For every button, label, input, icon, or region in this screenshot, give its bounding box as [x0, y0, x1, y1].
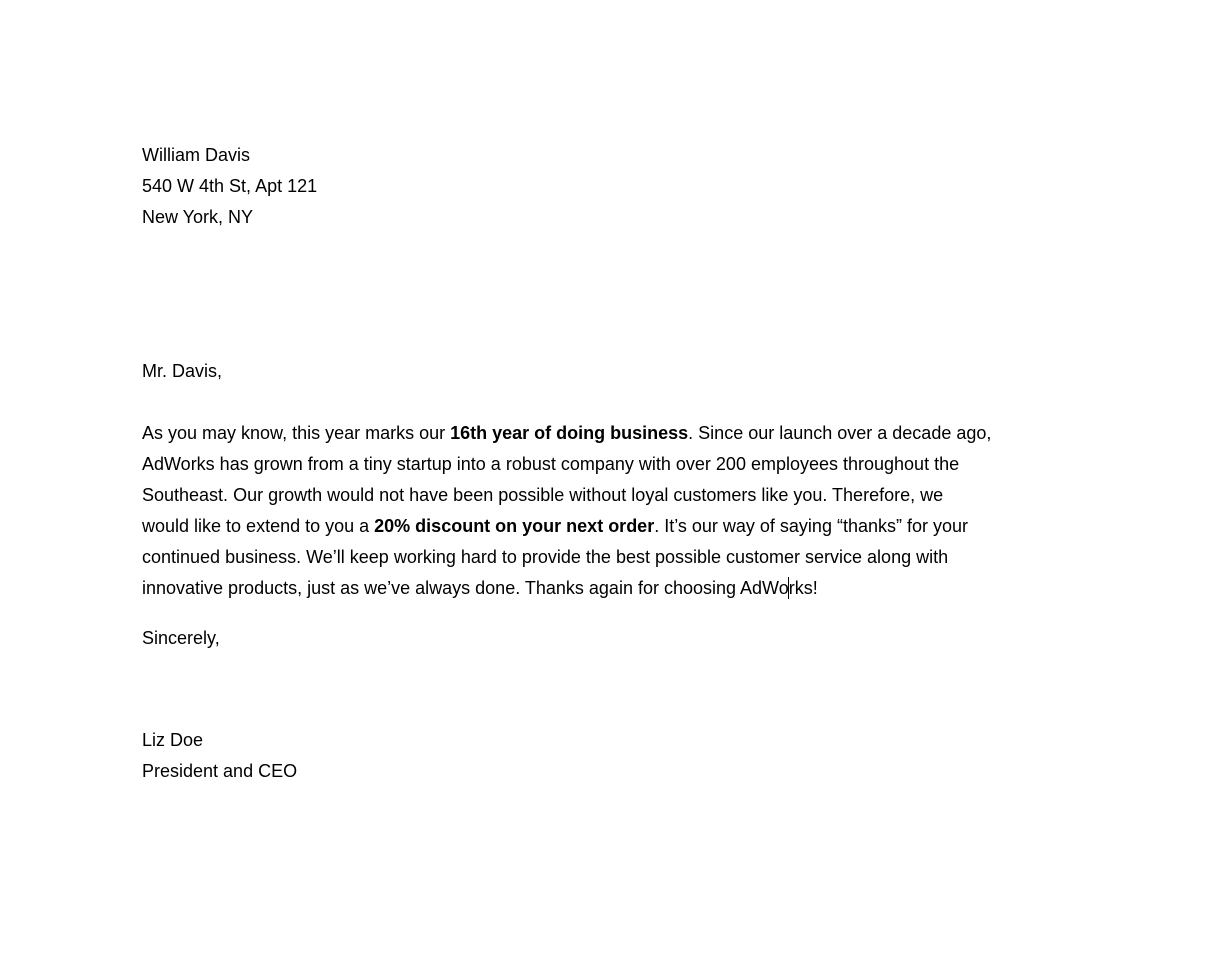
body-text: . Since our launch over a decade ago, [688, 423, 992, 443]
body-text: rks! [788, 578, 818, 598]
body-line [142, 511, 991, 542]
recipient-city: New York, NY [142, 207, 254, 227]
recipient-address [142, 140, 317, 233]
body-line: Southeast. Our growth would not have been possible without loyal customers like you. Therefore, we [142, 485, 944, 505]
body-text: innovative products, just as we’ve always done. Thanks again for choosing AdWo [142, 578, 789, 598]
letter-body[interactable] [142, 418, 991, 604]
closing: Sincerely, [142, 628, 220, 648]
signer-name: Liz Doe [142, 730, 204, 750]
body-line: AdWorks has grown from a tiny startup into a robust company with over 200 employees throughout the [142, 454, 960, 474]
body-line: continued business. We’ll keep working hard to provide the best possible customer service along with [142, 547, 949, 567]
recipient-name: William Davis [142, 145, 250, 165]
body-line [142, 418, 991, 449]
bold-text: 20% discount on your next order [374, 516, 655, 536]
signature-block [142, 725, 297, 787]
body-text: . It’s our way of saying “thanks” for your [654, 516, 968, 536]
bold-text: 16th year of doing business [450, 423, 689, 443]
recipient-street: 540 W 4th St, Apt 121 [142, 176, 318, 196]
body-line [142, 573, 991, 604]
body-text: As you may know, this year marks our [142, 423, 451, 443]
body-text: would like to extend to you a [142, 516, 375, 536]
signer-title: President and CEO [142, 761, 298, 781]
salutation: Mr. Davis, [142, 361, 223, 381]
